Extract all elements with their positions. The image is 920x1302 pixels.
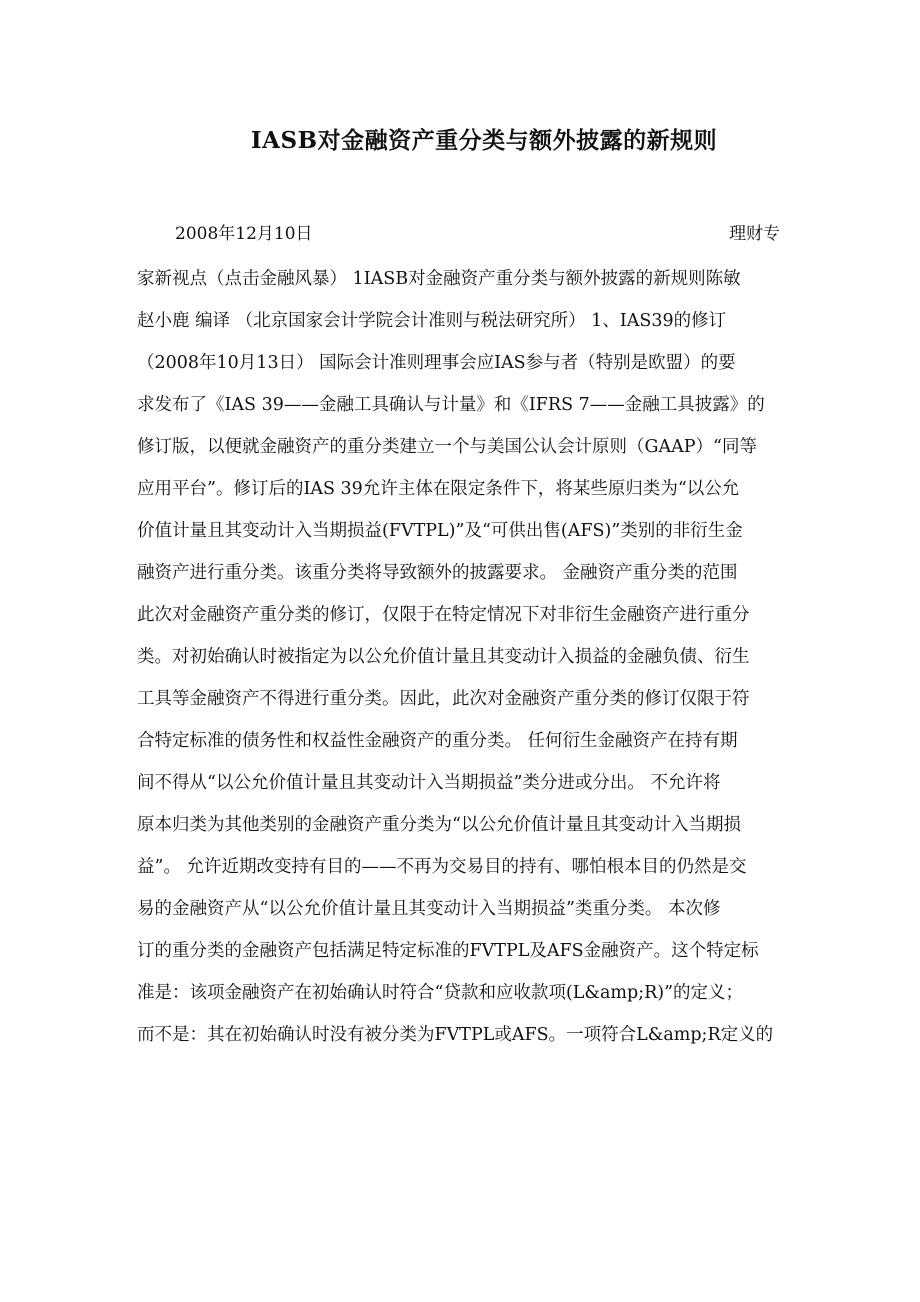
text-line: 此次对金融资产重分类的修订，仅限于在特定情况下对非衍生金融资产进行重分: [137, 605, 750, 625]
text-line: 而不是：其在初始确认时没有被分类为FVTPL或AFS。一项符合L&amp;R定义的: [137, 1025, 774, 1045]
text-line: 赵小鹿 编译 （北京国家会计学院会计准则与税法研究所） 1、IAS39的修订: [137, 311, 727, 331]
text-line: 准是：该项金融资产在初始确认时符合“贷款和应收款项(L&amp;R)”的定义；: [137, 983, 744, 1003]
body-text: [137, 258, 787, 1056]
text-line: 间不得从“以公允价值计量且其变动计入当期损益”类分进或分出。 不允许将: [137, 773, 721, 793]
text-line: 价值计量且其变动计入当期损益(FVTPL)”及“可供出售(AFS)”类别的非衍生金: [137, 521, 743, 541]
date-line: [0, 219, 920, 249]
text-line: 应用平台”。修订后的IAS 39允许主体在限定条件下，将某些原归类为“以公允: [137, 479, 740, 499]
text-line: 求发布了《IAS 39——金融工具确认与计量》和《IFRS 7——金融工具披露》的: [137, 395, 765, 415]
text-line: 修订版，以便就金融资产的重分类建立一个与美国公认会计原则（GAAP）“同等: [137, 437, 757, 457]
text-line: 原本归类为其他类别的金融资产重分类为“以公允价值计量且其变动计入当期损: [137, 815, 741, 835]
column-label: 理财专: [729, 224, 780, 244]
document-title: IASB对金融资产重分类与额外披露的新规则: [250, 127, 718, 154]
text-line: 类。对初始确认时被指定为以公允价值计量且其变动计入损益的金融负债、衍生: [137, 647, 750, 667]
text-line: （2008年10月13日） 国际会计准则理事会应IAS参与者（特别是欧盟）的要: [137, 353, 736, 373]
text-line: 工具等金融资产不得进行重分类。因此，此次对金融资产重分类的修订仅限于符: [137, 689, 750, 709]
text-line: 家新视点（点击金融风暴） 1IASB对金融资产重分类与额外披露的新规则陈敏: [137, 269, 741, 289]
publish-date: 2008年12月10日: [175, 224, 313, 244]
text-line: 融资产进行重分类。该重分类将导致额外的披露要求。 金融资产重分类的范围: [137, 563, 738, 583]
text-line: 易的金融资产从“以公允价值计量且其变动计入当期损益”类重分类。 本次修: [137, 899, 721, 919]
text-line: 益”。 允许近期改变持有目的——不再为交易目的持有、哪怕根本目的仍然是交: [137, 857, 747, 877]
text-line: 合特定标准的债务性和权益性金融资产的重分类。 任何衍生金融资产在持有期: [137, 731, 738, 751]
text-line: 订的重分类的金融资产包括满足特定标准的FVTPL及AFS金融资产。这个特定标: [137, 941, 759, 961]
